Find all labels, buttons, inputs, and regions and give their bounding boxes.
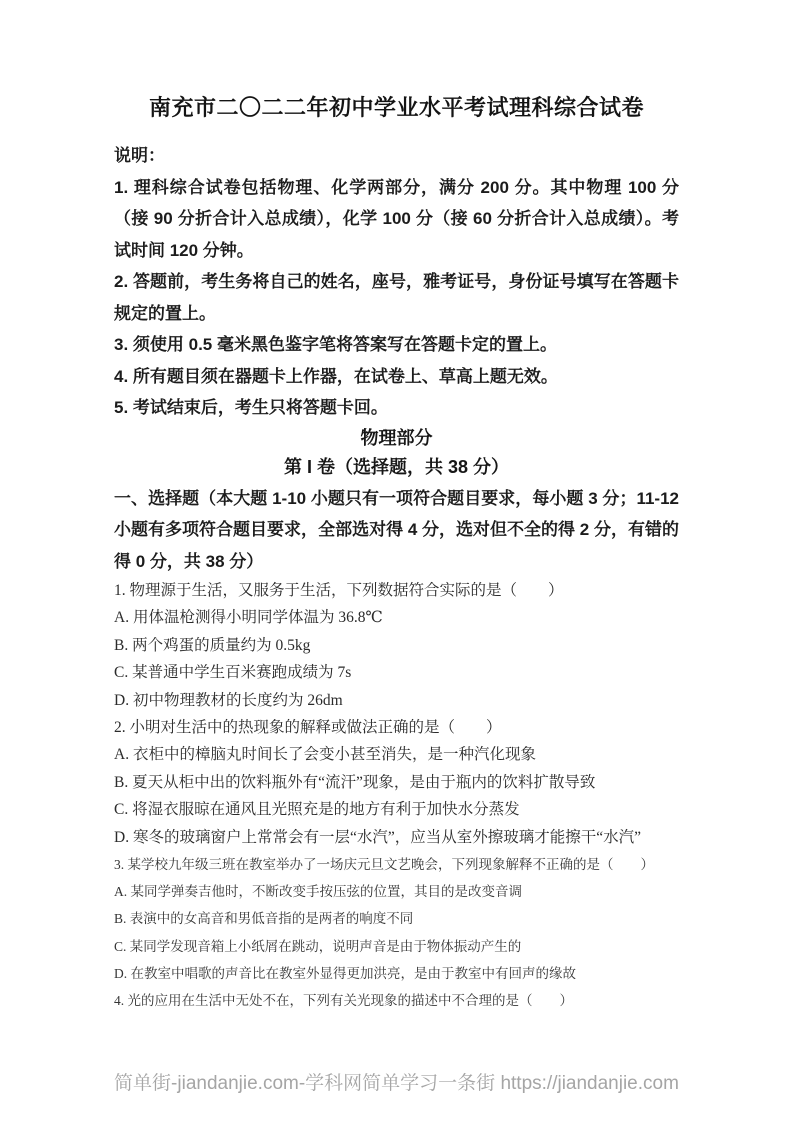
note-item-2: 2. 答题前，考生务将自己的姓名，座号，雅考证号，身份证号填写在答题卡规定的置上。 [114,272,679,323]
question-2-option-b: B. 夏天从柜中出的饮料瓶外有“流汗”现象，是由于瓶内的饮料扩散导致 [114,773,596,791]
volume-heading: 第 I 卷（选择题，共 38 分） [283,456,510,477]
question-3-option-c: C. 某同学发现音箱上小纸屑在跳动，说明声音是由于物体振动产生的 [114,938,522,954]
question-3-option-a: A. 某同学弹奏吉他时，不断改变手按压弦的位置，其目的是改变音调 [114,884,522,900]
question-2 [114,714,679,851]
question-3 [114,851,679,987]
question-3-option-b: B. 表演中的女高音和男低音指的是两者的响度不同 [114,911,414,927]
question-1-option-c: C. 某普通中学生百米赛跑成绩为 7s [114,664,352,682]
question-1-option-b: B. 两个鸡蛋的质量约为 0.5kg [114,636,311,654]
question-3-option-d: D. 在教室中唱歌的声音比在教室外显得更加洪亮，是由于教室中有回声的缘故 [114,965,576,981]
note-item-1: 1. 理科综合试卷包括物理、化学两部分，满分 200 分。其中物理 100 分（接 90 分折合计入总成绩），化学 100 分（接 60 分折合计入总成绩）。考试时间 120 分钟。 [114,177,679,260]
note-item-5: 5. 考试结束后，考生只将答题卡回。 [114,398,388,417]
physics-section-heading: 物理部分 [360,427,433,448]
question-3-stem: 3. 某学校九年级三班在教室举办了一场庆元旦文艺晚会，下列现象解释不正确的是（ ） [114,857,654,873]
exam-title: 南充市二〇二二年初中学业水平考试理科综合试卷 [148,95,644,120]
question-1-option-d: D. 初中物理教材的长度约为 26dm [114,691,343,709]
question-1-stem: 1. 物理源于生活，又服务于生活，下列数据符合实际的是（ ） [114,582,564,599]
note-item-4: 4. 所有题目须在器题卡上作器，在试卷上、草高上题无效。 [114,366,558,386]
question-4 [114,987,679,1014]
question-1-option-a: A. 用体温枪测得小明同学体温为 36.8℃ [114,609,383,627]
page-footer-watermark: 简单街-jiandanjie.com-学科网简单学习一条街 https://jiandanjie.com [114,1073,679,1094]
question-2-stem: 2. 小明对生活中的热现象的解释或做法正确的是（ ） [114,719,502,737]
note-item-3: 3. 须使用 0.5 毫米黑色鉴字笔将答案写在答题卡定的置上。 [114,335,557,354]
question-4-stem: 4. 光的应用在生活中无处不在，下列有关光现象的描述中不合理的是（ ） [114,993,573,1009]
question-2-option-c: C. 将湿衣服晾在通风且光照充是的地方有利于加快水分蒸发 [114,801,520,819]
question-1 [114,577,679,714]
question-2-option-d: D. 寒冬的玻璃窗户上常常会有一层“水汽”，应当从室外擦玻璃才能擦干“水汽” [114,828,641,846]
choice-section-intro: 一、选择题（本大题 1-10 小题只有一项符合题目要求，每小题 3 分；11-12 小题有多项符合题目要求，全部选对得 4 分，选对但不全的得 2 分，有错的得 0 分，共 38 分） [114,488,679,571]
notes-heading: 说明： [114,146,165,165]
question-2-option-a: A. 衣柜中的樟脑丸时间长了会变小甚至消失，是一种汽化现象 [114,746,536,764]
